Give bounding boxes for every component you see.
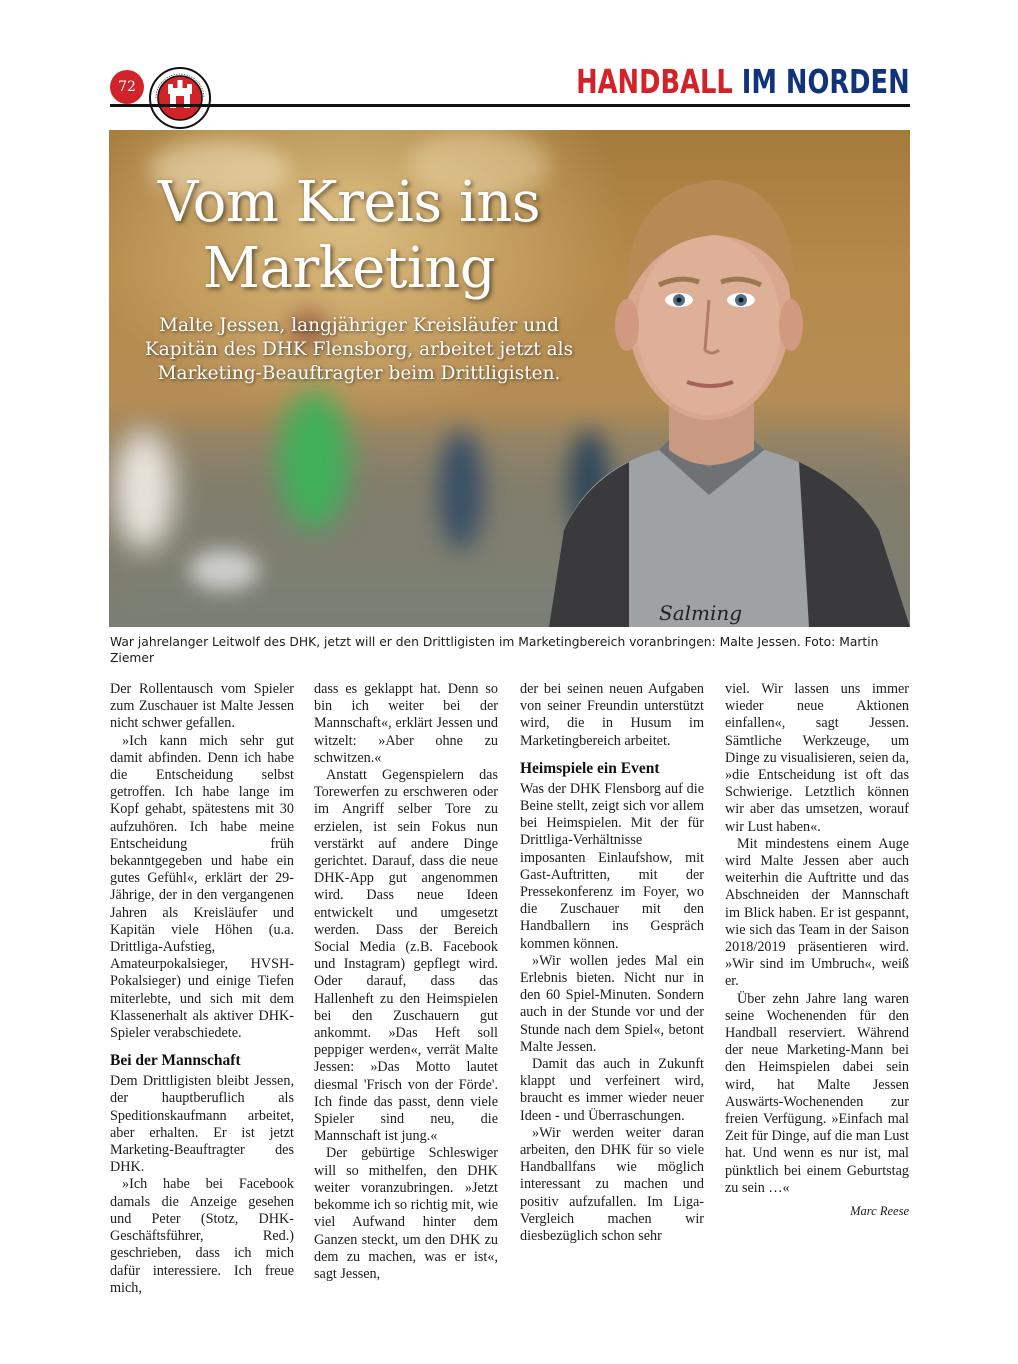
paragraph: Dem Drittligisten bleibt Jessen, der hauptberuflich als Speditionskaufmann arbeitet, aber erhalten. Er ist jetzt Marketing-Beauftragter des DHK. [110,1073,294,1176]
paragraph: Der Rollentausch vom Spieler zum Zuschauer ist Malte Jessen nicht schwer gefallen. [110,681,294,732]
paragraph: Über zehn Jahre lang waren seine Wochenenden für den Handball reserviert. Während der neue Marketing-Mann bei den Heimspielen dabei sein wird, hat Malte Jessen Auswärts-Wochenenden zur freien Verfügung. »Einfach mal Zeit für Dinge, auf die man Lust hat. Und wenn es nur ist, mal pünktlich bei einem Geburtstag zu sein …« [725,990,909,1196]
paragraph: »Wir wollen jedes Mal ein Erlebnis bieten. Nicht nur in den 60 Spiel-Minuten. Sondern auch in der Stunde vor und der Stunde nach dem Spiel«, betont Malte Jessen. [520,952,704,1055]
article-column-4 [725,681,909,1220]
author-byline: Marc Reese [850,1204,909,1219]
paragraph: der bei seinen neuen Aufgaben von seiner Freundin unterstützt wird, die in Husum im Marketingbereich arbeitet. [520,681,704,749]
paragraph: »Ich habe bei Facebook damals die Anzeige gesehen und Peter (Stotz, DHK-Geschäftsführer, Red.) geschrieben, dass ich mich dafür interessiere. Ich freue mich, [110,1176,294,1296]
subheading-bei-der-mannschaft: Bei der Mannschaft [110,1052,241,1070]
paragraph: dass es geklappt hat. Denn so bin ich weiter bei der Mannschaft«, erklärt Jessen und witzelt: »Aber ohne zu schwitzen.« [314,681,498,766]
article-column-1 [110,681,294,1297]
photo-caption: War jahrelanger Leitwolf des DHK, jetzt will er den Drittligisten im Marketingbereich voranbringen: Malte Jessen. Foto: Martin Ziemer [110,635,879,665]
hero-photo [109,130,910,627]
paragraph: Was der DHK Flensborg auf die Beine stellt, zeigt sich vor allem bei Heimspielen. Mit der für Drittliga-Verhältnisse imposanten Einlaufshow, mit Gast-Auftritten, mit der Pressekonferenz im Foyer, wo die Zuschauer mit den Handballern ins Gespräch kommen können. [520,780,704,952]
paragraph: Anstatt Gegenspielern das Torewerfen zu erschweren oder im Angriff selber Tore zu erzielen, ist sein Fokus nun verstärkt auf andere Dinge gerichtet. Darauf, dass die neue DHK-App gut angenommen wird. Dass neue Ideen entwickelt und umgesetzt werden. Dass der Bereich Social Media (z.B. Facebook und Instagram) gepflegt wird. Oder darauf, dass das Hallenheft zu den Heimspielen bei den Zuschauern gut ankommt. »Das Heft soll peppiger werden«, verrät Malte Jessen: »Das Motto lautet diesmal 'Frisch von der Förde'. Ich finde das passt, denn viele Spieler sind neu, die Mannschaft ist jung.« [314,767,498,1145]
article-column-2 [314,681,498,1283]
headline: Vom Kreis ins Marketing [157,170,541,301]
page-number-badge [110,70,144,104]
subheading-heimspiele-ein-event: Heimspiele ein Event [520,759,660,777]
paragraph: Der gebürtige Schleswiger will so mithelfen, den DHK weiter voranzubringen. »Jetzt bekomme ich so richtig mit, wie viel Aufwand hinter dem Ganzen steckt, um den DHK zu dem zu machen, was er ist«, sagt Jessen, [314,1145,498,1282]
shirt-brand: Salming [659,601,743,625]
section-title-word-handball: HANDBALL [576,62,734,101]
paragraph: Mit mindestens einem Auge wird Malte Jessen aber auch weiterhin die Auftritte und das Abschneiden der Mannschaft im Blick haben. Er ist gespannt, wie sich das Team in der Saison 2018/2019 präsentieren wird. »Wir sind im Umbruch«, weiß er. [725,835,909,990]
section-title [576,62,910,101]
paragraph: »Ich kann mich sehr gut damit abfinden. Denn ich habe die Entscheidung selbst getroffen. Ich habe lange im Kopf gehabt, spätestens mit 30 aufzuhören. Ich habe meine Entscheidung früh bekanntgegeben und habe ein gutes Gefühl«, erklärt der 29-Jährige, der in den vergangenen Jahren als Kreisläufer und Kapitän viele Höhen (u.a. Drittliga-Aufstieg, Amateurpokalsieger, HVSH-Pokalsieger) und einige Tiefen miterlebte, und sich mit dem Klassenerhalt als aktiver DHK-Spieler verabschiedete. [110,732,294,1042]
page-number: 72 [118,79,136,95]
paragraph: »Wir werden weiter daran arbeiten, den DHK für so viele Handballfans wie möglich interessant zu machen und positiv aufzufallen. Im Liga-Vergleich machen wir diesbezüglich schon sehr [520,1124,704,1245]
club-crest-logo [148,66,212,130]
paragraph: viel. Wir lassen uns immer wieder neue Aktionen einfallen«, sagt Jessen. Sämtliche Werkzeuge, um Dinge zu visualisieren, seien da, »die Entscheidung ist oft das Schwierige. Letztlich können wir aber das umsetzen, worauf wir Lust haben«. [725,681,909,835]
paragraph: Damit das auch in Zukunft klappt und verfeinert wird, braucht es immer wieder neuer Ideen - und Überraschungen. [520,1056,704,1124]
header-rule [110,104,910,107]
lead-text: Malte Jessen, langjähriger Kreisläufer und Kapitän des DHK Flensborg, arbeitet jetzt als Marketing-Beauftragter beim Drittligisten. [144,315,574,384]
section-title-word-region: IM NORDEN [742,62,910,101]
article-column-3 [520,681,704,1245]
